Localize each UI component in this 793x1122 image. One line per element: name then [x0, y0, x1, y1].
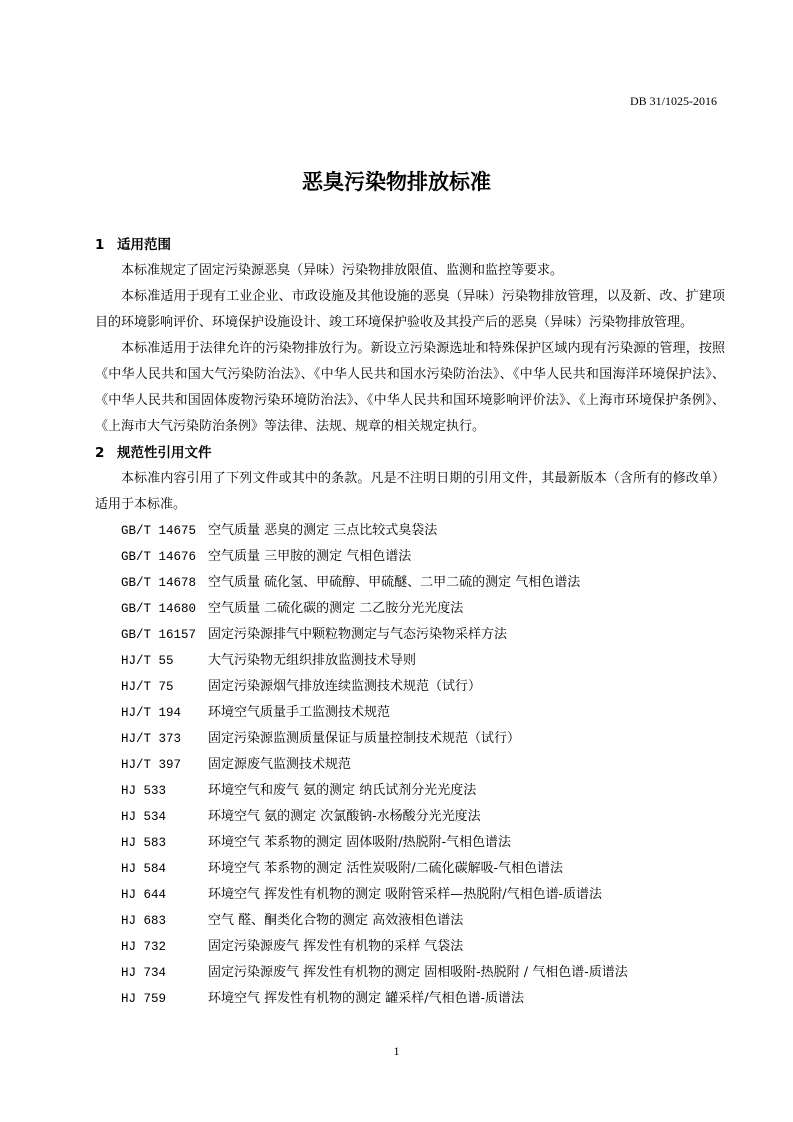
reference-item [95, 518, 725, 544]
paragraph: 本标准内容引用了下列文件或其中的条款。凡是不注明日期的引用文件，其最新版本（含所有的修改单）适用于本标准。 [95, 471, 725, 512]
reference-code: HJ 759 [121, 992, 167, 1006]
reference-item [95, 596, 725, 622]
reference-code: HJ 533 [121, 784, 167, 798]
reference-title: 固定污染源监测质量保证与质量控制技术规范（试行） [208, 731, 521, 746]
section-heading-references [95, 440, 725, 466]
reference-title: 环境空气 苯系物的测定 固体吸附/热脱附-气相色谱法 [208, 835, 512, 850]
reference-code: GB/T 14676 [121, 550, 197, 564]
reference-title: 固定源废气监测技术规范 [208, 757, 352, 772]
reference-title: 环境空气和废气 氨的测定 纳氏试剂分光光度法 [208, 783, 477, 798]
reference-code: GB/T 14680 [121, 602, 197, 616]
reference-title: 空气质量 二硫化碳的测定 二乙胺分光光度法 [208, 601, 464, 616]
reference-code: HJ/T 397 [121, 758, 182, 772]
reference-item [95, 986, 725, 1012]
reference-item [95, 726, 725, 752]
reference-item [95, 544, 725, 570]
reference-title: 空气质量 恶臭的测定 三点比较式臭袋法 [208, 523, 438, 538]
reference-code: HJ 734 [121, 966, 167, 980]
reference-item [95, 648, 725, 674]
reference-code: HJ/T 55 [121, 654, 174, 668]
reference-title: 固定污染源废气 挥发性有机物的采样 气袋法 [208, 939, 464, 954]
reference-title: 固定污染源废气 挥发性有机物的测定 固相吸附-热脱附 / 气相色谱-质谱法 [208, 965, 628, 980]
reference-title: 环境空气质量手工监测技术规范 [208, 705, 391, 720]
paragraph: 本标准适用于法律允许的污染物排放行为。新设立污染源选址和特殊保护区域内现有污染源的管理，按照《中华人民共和国大气污染防治法》、《中华人民共和国水污染防治法》、《中华人民共和国海洋环境保护法》、《中华人民共和国固体废物污染环境防治法》、《中华人民共和国环境影响评价法》、《上海市环境保护条例》、《上海市大气污染防治条例》等法律、法规、规章的相关规定执行。 [95, 341, 725, 434]
reference-code: GB/T 14678 [121, 576, 197, 590]
reference-code: HJ 584 [121, 862, 167, 876]
page-number: 1 [393, 1044, 400, 1058]
reference-item [95, 778, 725, 804]
reference-item [95, 674, 725, 700]
reference-item [95, 960, 725, 986]
paragraph: 本标准规定了固定污染源恶臭（异味）污染物排放限值、监测和监控等要求。 [121, 263, 564, 278]
document-number: DB 31/1025-2016 [630, 94, 717, 108]
document-body [95, 232, 725, 1012]
reference-title: 大气污染物无组织排放监测技术导则 [208, 653, 417, 668]
reference-item [95, 856, 725, 882]
reference-item [95, 908, 725, 934]
reference-code: HJ 644 [121, 888, 167, 902]
reference-code: HJ/T 194 [121, 706, 182, 720]
section-number: 1 [95, 237, 105, 253]
section-number: 2 [95, 445, 105, 461]
reference-title: 固定污染源排气中颗粒物测定与气态污染物采样方法 [208, 627, 508, 642]
reference-code: HJ/T 75 [121, 680, 174, 694]
reference-item [95, 570, 725, 596]
paragraph: 本标准适用于现有工业企业、市政设施及其他设施的恶臭（异味）污染物排放管理，以及新、改、扩建项目的环境影响评价、环境保护设施设计、竣工环境保护验收及其投产后的恶臭（异味）污染物排放管理。 [95, 289, 725, 330]
reference-title: 环境空气 苯系物的测定 活性炭吸附/二硫化碳解吸-气相色谱法 [208, 861, 564, 876]
reference-code: HJ 732 [121, 940, 167, 954]
reference-item [95, 622, 725, 648]
reference-item [95, 752, 725, 778]
reference-title: 固定污染源烟气排放连续监测技术规范（试行） [208, 679, 482, 694]
document-title: 恶臭污染物排放标准 [302, 170, 491, 194]
reference-item [95, 830, 725, 856]
reference-title: 环境空气 挥发性有机物的测定 吸附管采样—热脱附/气相色谱-质谱法 [208, 887, 603, 902]
reference-code: GB/T 14675 [121, 524, 197, 538]
reference-code: HJ 583 [121, 836, 167, 850]
section-title: 规范性引用文件 [117, 445, 212, 461]
reference-item [95, 934, 725, 960]
reference-title: 环境空气 氨的测定 次氯酸钠-水杨酸分光光度法 [208, 809, 481, 824]
section-heading-scope [95, 232, 725, 258]
reference-item [95, 882, 725, 908]
reference-title: 环境空气 挥发性有机物的测定 罐采样/气相色谱-质谱法 [208, 991, 525, 1006]
reference-code: GB/T 16157 [121, 628, 197, 642]
section-title: 适用范围 [117, 237, 171, 253]
reference-code: HJ 683 [121, 914, 167, 928]
reference-code: HJ/T 373 [121, 732, 182, 746]
reference-item [95, 804, 725, 830]
reference-title: 空气 醛、酮类化合物的测定 高效液相色谱法 [208, 913, 464, 928]
reference-code: HJ 534 [121, 810, 167, 824]
reference-list [95, 518, 725, 1012]
reference-item [95, 700, 725, 726]
reference-title: 空气质量 三甲胺的测定 气相色谱法 [208, 549, 412, 564]
reference-title: 空气质量 硫化氢、甲硫醇、甲硫醚、二甲二硫的测定 气相色谱法 [208, 575, 581, 590]
